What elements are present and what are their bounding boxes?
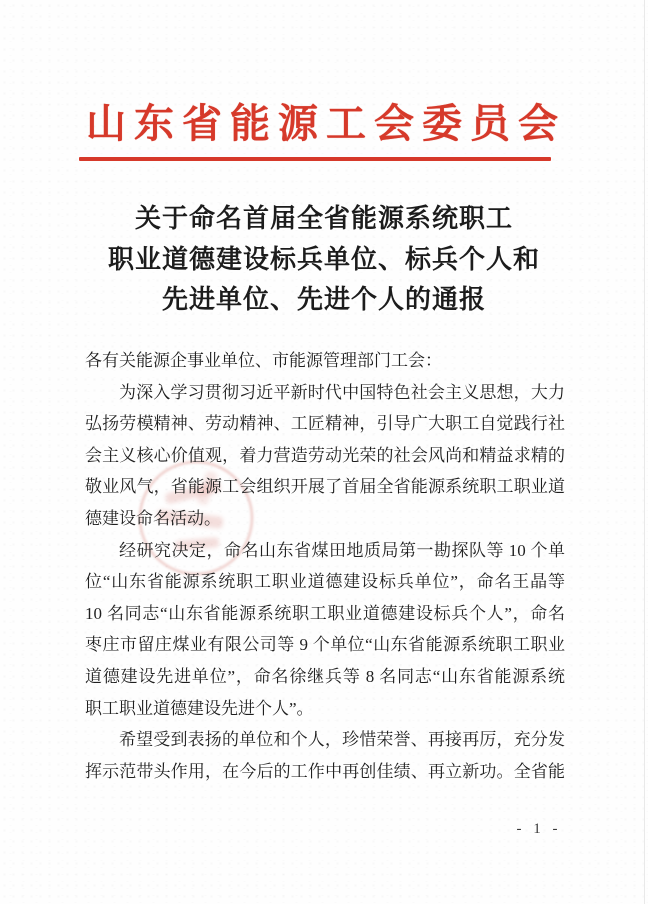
letterhead-org-name: 山东省能源工会委员会 <box>86 101 566 146</box>
body-line: 为深入学习贯彻习近平新时代中国特色社会主义思想，大力 <box>119 382 565 402</box>
body-line: 位“山东省能源系统职工职业道德建设标兵单位”，命名王晶等 <box>85 572 565 592</box>
title-line-1: 关于命名首届全省能源系统职工 <box>134 203 513 233</box>
body-line: 会主义核心价值观，着力营造劳动光荣的社会风尚和精益求精的 <box>85 445 565 465</box>
scan-page-edge <box>644 0 645 904</box>
body-line: 挥示范带头作用，在今后的工作中再创佳绩、再立新功。全省能 <box>85 761 565 781</box>
page-number: - 1 - <box>516 821 562 837</box>
title-line-2: 职业道德建设标兵单位、标兵个人和 <box>107 243 540 274</box>
title-line-3: 先进单位、先进个人的通报 <box>161 284 486 314</box>
body-line: 各有关能源企事业单位、市能源管理部门工会： <box>85 351 442 370</box>
body-line: 枣庄市留庄煤业有限公司等 9 个单位“山东省能源系统职工职业 <box>85 635 565 655</box>
body-line: 德建设命名活动。 <box>85 508 221 528</box>
body-line: 道德建设先进单位”，命名徐继兵等 8 名同志“山东省能源系统 <box>85 666 565 686</box>
body-line: 经研究决定，命名山东省煤田地质局第一勘探队等 10 个单 <box>119 540 565 560</box>
body-line: 弘扬劳模精神、劳动精神、工匠精神，引导广大职工自觉践行社 <box>85 414 565 434</box>
body-line: 希望受到表扬的单位和个人，珍惜荣誉、再接再厉，充分发 <box>119 730 565 750</box>
body-line: 10 名同志“山东省能源系统职工职业道德建设标兵个人”，命名 <box>85 603 565 623</box>
letterhead-rule <box>79 157 551 161</box>
body-line: 职工职业道德建设先进个人”。 <box>85 698 314 718</box>
body-line: 敬业风气，省能源工会组织开展了首届全省能源系统职工职业道 <box>85 477 565 497</box>
document-title <box>84 198 564 320</box>
document-body-text <box>85 345 565 787</box>
